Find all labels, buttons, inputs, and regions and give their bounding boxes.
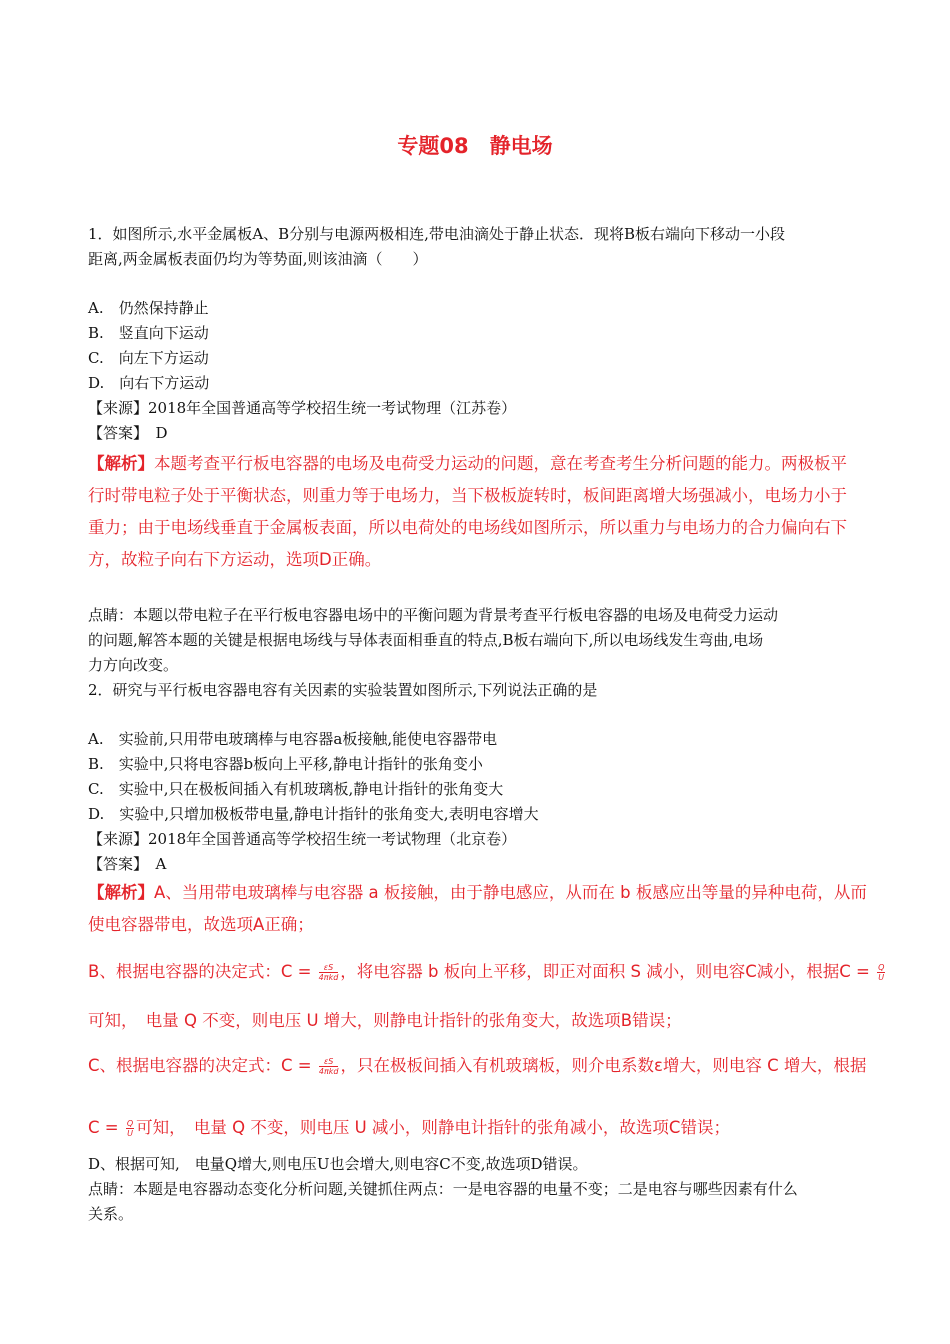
analysis-d-line: D、根据可知, 电量Q增大,则电压U也会增大,则电容C不变,故选项D错误。 <box>88 1155 588 1173</box>
q-over-u-fraction: $\frac{Q}{U}$ <box>126 1119 134 1138</box>
answer-line: 【答案】 D <box>88 424 168 442</box>
analysis-b-line-1: B、根据电容器的决定式：C = $\frac{\varepsilon S}{\text{4πkd}}$ ，将电容器 b 板向上平移，即正对面积 S 减小，则电容C减小，根据C = $\frac{Q}{U}$ <box>88 962 885 982</box>
analysis-line: 方，故粒子向右下方运动，选项D正确。 <box>88 550 382 569</box>
comment-line: 点睛：本题是电容器动态变化分析问题,关键抓住两点：一是电容器的电量不变；二是电容与哪些因素有什么 <box>88 1180 798 1198</box>
option-d: D. 向右下方运动 <box>88 374 210 392</box>
comment-line: 力方向改变。 <box>88 656 179 674</box>
analysis-line: 重力；由于电场线垂直于金属板表面，所以电荷处的电场线如图所示，所以重力与电场力的合力偏向右下 <box>88 518 847 537</box>
capacitance-fraction: $\frac{\varepsilon S}{\text{4πkd}}$ <box>318 1057 339 1076</box>
source-line: 【来源】2018年全国普通高等学校招生统一考试物理（江苏卷） <box>88 399 517 417</box>
option-c: C. 向左下方运动 <box>88 349 209 367</box>
comment-line: 关系。 <box>88 1205 134 1223</box>
question-2-options <box>88 727 868 877</box>
analysis-line: 使电容器带电，故选项A正确； <box>88 915 314 934</box>
stem-line: 1．如图所示,水平金属板A、B分别与电源两极相连,带电油滴处于静止状态．现将B板右端向下移动一小段 <box>88 225 785 243</box>
analysis-label: 【解析】 <box>88 454 154 473</box>
answer-line: 【答案】 A <box>88 855 167 873</box>
question-1-comment <box>88 603 868 703</box>
source-line: 【来源】2018年全国普通高等学校招生统一考试物理（北京卷） <box>88 830 517 848</box>
question-1-analysis <box>88 448 868 576</box>
question-1-stem <box>88 222 868 272</box>
comment-line: 点睛：本题以带电粒子在平行板电容器电场中的平衡问题为背景考查平行板电容器的电场及电荷受力运动 <box>88 606 779 624</box>
option-b: B. 实验中,只将电容器b板向上平移,静电计指针的张角变小 <box>88 755 483 773</box>
analysis-line: 行时带电粒子处于平衡状态，则重力等于电场力，当下极板旋转时，板间距离增大场强减小，电场力小于 <box>88 486 847 505</box>
capacitance-fraction: $\frac{\varepsilon S}{\text{4πkd}}$ <box>318 963 339 982</box>
question-2-stem: 2．研究与平行板电容器电容有关因素的实验装置如图所示,下列说法正确的是 <box>88 681 598 699</box>
question-1-options <box>88 296 868 446</box>
option-b: B. 竖直向下运动 <box>88 324 209 342</box>
page-title: 专题08 静电场 <box>397 134 553 158</box>
analysis-line: A、当用带电玻璃棒与电容器 a 板接触，由于静电感应，从而在 b 板感应出等量的异种电荷，从而 <box>154 883 867 902</box>
analysis-label: 【解析】 <box>88 883 154 902</box>
analysis-c-line-2: C = $\frac{Q}{U}$ 可知， 电量 Q 不变，则电压 U 减小，则静电计指针的张角减小，故选项C错误； <box>88 1118 730 1138</box>
stem-line: 距离,两金属板表面仍均为等势面,则该油滴（ ） <box>88 250 428 268</box>
option-a: A. 仍然保持静止 <box>88 299 209 317</box>
q-over-u-fraction: $\frac{Q}{U}$ <box>878 963 885 982</box>
question-2-analysis-a <box>88 877 868 941</box>
analysis-line: 本题考查平行板电容器的电场及电荷受力运动的问题，意在考查考生分析问题的能力。两极板平 <box>154 454 847 473</box>
option-d: D. 实验中,只增加极板带电量,静电计指针的张角变大,表明电容增大 <box>88 805 539 823</box>
comment-line: 的问题,解答本题的关键是根据电场线与导体表面相垂直的特点,B板右端向下,所以电场线发生弯曲,电场 <box>88 631 764 649</box>
analysis-c-line-1: C、根据电容器的决定式：C = $\frac{\varepsilon S}{\text{4πkd}}$ ，只在极板间插入有机玻璃板，则介电系数ε增大，则电容 C 增大，根据 <box>88 1056 867 1076</box>
option-a: A. 实验前,只用带电玻璃棒与电容器a板接触,能使电容器带电 <box>88 730 498 748</box>
question-2-analysis-d-and-comment <box>88 1152 868 1227</box>
option-c: C. 实验中,只在极板间插入有机玻璃板,静电计指针的张角变大 <box>88 780 504 798</box>
analysis-b-line-2: 可知， 电量 Q 不变，则电压 U 增大，则静电计指针的张角变大，故选项B错误； <box>88 1011 682 1030</box>
